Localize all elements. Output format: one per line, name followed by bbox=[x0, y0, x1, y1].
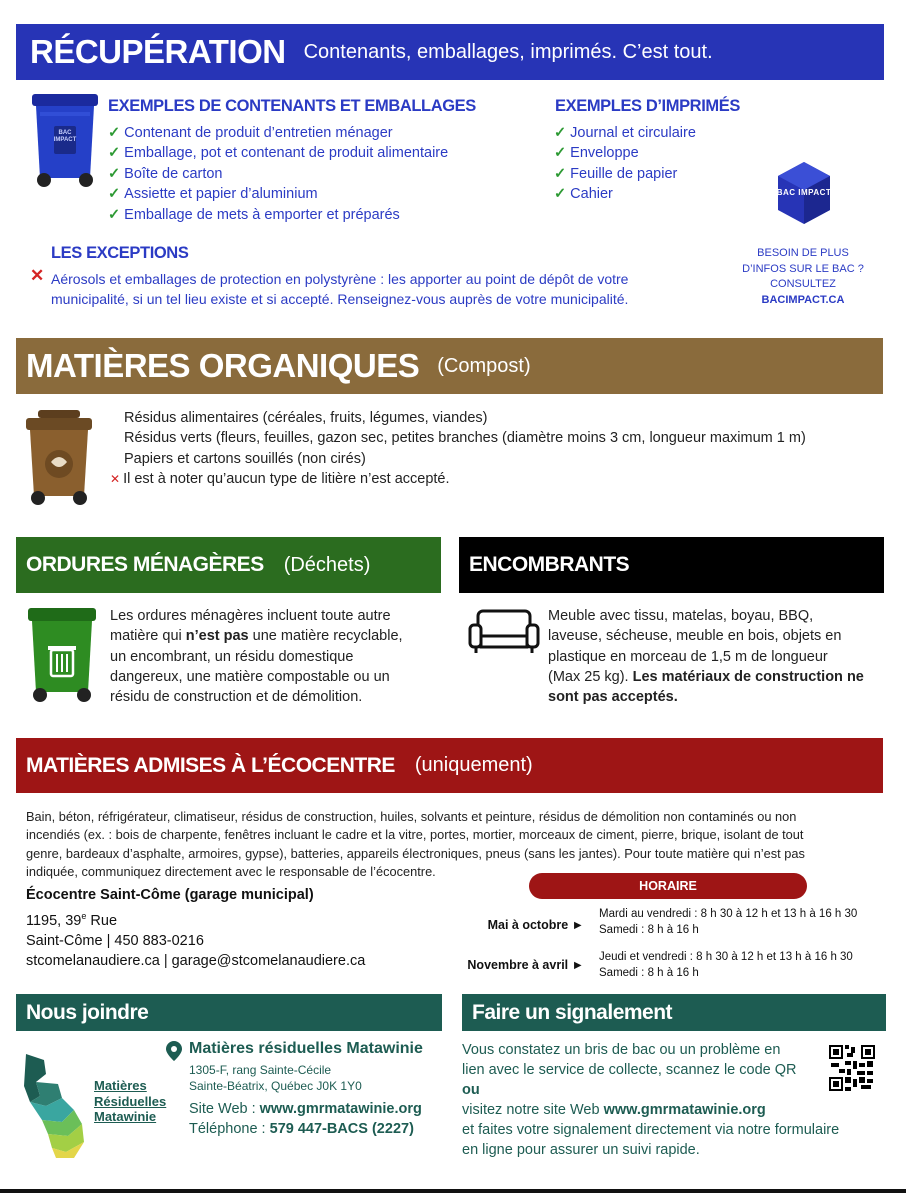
list-item: ✓ Enveloppe bbox=[554, 145, 639, 162]
blue-bin-label: BAC IMPACT bbox=[53, 130, 77, 143]
check-icon: ✓ bbox=[108, 165, 121, 182]
list-item: ✓ Assiette et papier d’aluminium bbox=[108, 186, 318, 203]
info-line: BESOIN DE PLUS bbox=[757, 247, 849, 259]
containers-heading: EXEMPLES DE CONTENANTS ET EMBALLAGES bbox=[108, 97, 476, 115]
org-address: 1305-F, rang Sainte-Cécile Sainte-Béatrix, Québec J0K 1Y0 bbox=[189, 1063, 362, 1093]
list-item: Papiers et cartons souillés (non cirés) bbox=[124, 450, 366, 467]
encombrants-text: Meuble avec tissu, matelas, boyau, BBQ, laveuse, sécheuse, meuble en bois, objets en plastique en morceau de 1,5 m de longueur (Max 25 kg). Les matériaux de construction ne sont pas acceptés. bbox=[548, 608, 864, 706]
ecocentre-name: Écocentre Saint-Côme (garage municipal) bbox=[26, 887, 314, 903]
ordures-title: ORDURES MÉNAGÈRES bbox=[26, 553, 264, 576]
org-phone[interactable]: Téléphone : 579 447-BACS (2227) bbox=[189, 1121, 414, 1137]
list-item: ✓ Boîte de carton bbox=[108, 165, 223, 182]
bacimpact-info bbox=[720, 246, 886, 308]
organiques-header bbox=[16, 338, 883, 394]
bottom-border bbox=[0, 1189, 906, 1193]
schedule-period: Novembre à avril ► bbox=[467, 958, 584, 972]
list-item: ✓ Journal et circulaire bbox=[554, 125, 696, 141]
list-item: ✓ Feuille de papier bbox=[554, 165, 678, 182]
list-item: Résidus verts (fleurs, feuilles, gazon sec, petites branches (diamètre moins 3 cm, longueur maximum 1 m) bbox=[124, 430, 806, 447]
list-item: ✓ Contenant de produit d’entretien ménager bbox=[108, 125, 393, 141]
check-icon: ✓ bbox=[554, 145, 567, 162]
prints-heading: EXEMPLES D’IMPRIMÉS bbox=[555, 97, 740, 115]
organiques-subtitle: (Compost) bbox=[437, 354, 531, 377]
ecocentre-web-email[interactable]: stcomelanaudiere.ca | garage@stcomelanaudiere.ca bbox=[26, 953, 366, 970]
ordures-header bbox=[16, 537, 441, 593]
ecocentre-subtitle: (uniquement) bbox=[414, 754, 533, 776]
list-item: ✓ Cahier bbox=[554, 186, 613, 203]
cross-icon: ✕ bbox=[30, 266, 45, 285]
cross-icon: ✕ bbox=[110, 472, 121, 486]
check-icon: ✓ bbox=[554, 165, 567, 182]
brown-bin-icon bbox=[24, 408, 94, 506]
bacimpact-link[interactable]: BACIMPACT.CA bbox=[761, 293, 845, 306]
green-bin-icon bbox=[26, 606, 98, 704]
check-icon: ✓ bbox=[554, 186, 567, 203]
recuperation-header bbox=[16, 24, 884, 80]
schedule-hours: Mardi au vendredi : 8 h 30 à 12 h et 13 h à 16 h 30 Samedi : 8 h à 16 h bbox=[599, 908, 858, 936]
organiques-title: MATIÈRES ORGANIQUES bbox=[26, 347, 420, 384]
encombrants-header bbox=[459, 537, 884, 593]
check-icon: ✓ bbox=[108, 206, 121, 223]
org-name: Matières résiduelles Matawinie bbox=[189, 1040, 423, 1057]
ecocentre-address: 1195, 39e Rue bbox=[26, 910, 118, 929]
containers-list bbox=[108, 123, 448, 225]
organiques-note: ✕ Il est à noter qu’aucun type de litière n’est accepté. bbox=[110, 471, 450, 487]
schedule-hours: Jeudi et vendredi : 8 h 30 à 12 h et 13 h à 16 h 30 Samedi : 8 h à 16 h bbox=[599, 951, 853, 979]
recuperation-title: RÉCUPÉRATION bbox=[30, 33, 286, 70]
sofa-icon bbox=[468, 608, 540, 654]
contact-header bbox=[16, 994, 442, 1031]
ecocentre-contact bbox=[26, 885, 365, 972]
ecocentre-materials: Bain, béton, réfrigérateur, climatiseur, résidus de construction, huiles, solvants et peinture, résidus de démolition non contaminés ou non incendiés (ex. : bois de charpente, fenêtres incluant le cadre et la vitre, portes, mortier, morceaux de ciment, pierre, brique, isolant de tout genre, bardeaux d’asphalte, armoires, gypse), batteries, appareils électroniques, pneus (sans les jantes). Pour toute matière qui n’est pas indiquée, communiquez directement avec le responsable de l’écocentre. bbox=[26, 809, 805, 880]
ecocentre-header bbox=[16, 738, 883, 793]
org-contact bbox=[189, 1099, 422, 1139]
ordures-text: Les ordures ménagères incluent toute autre matière qui n’est pas une matière recyclable, un encombrant, un résidu domestique dangereux, une matière compostable ou un résidu de construction et de démolition. bbox=[110, 608, 403, 706]
ecocentre-title: MATIÈRES ADMISES À L’ÉCOCENTRE bbox=[26, 753, 395, 777]
list-item: Résidus alimentaires (céréales, fruits, légumes, viandes) bbox=[124, 410, 488, 426]
check-icon: ✓ bbox=[108, 186, 121, 203]
recuperation-subtitle: Contenants, emballages, imprimés. C’est tout. bbox=[303, 40, 713, 63]
horaire-badge: HORAIRE bbox=[529, 873, 807, 899]
signalement-text: Vous constatez un bris de bac ou un problème en lien avec le service de collecte, scannez le code QR ou visitez notre site Web www.gmrmatawinie.org et faites votre signalement directement via notre formulaire en ligne pour assurer un suivi rapide. bbox=[462, 1042, 840, 1158]
prints-list bbox=[554, 123, 696, 205]
ordures-subtitle: (Déchets) bbox=[283, 553, 371, 576]
contact-title: Nous joindre bbox=[26, 1000, 149, 1024]
org-website[interactable]: Site Web : www.gmrmatawinie.org bbox=[189, 1101, 422, 1117]
matawinie-map-logo bbox=[22, 1052, 88, 1160]
check-icon: ✓ bbox=[554, 125, 567, 141]
list-item: ✓ Emballage, pot et contenant de produit alimentaire bbox=[108, 145, 449, 162]
info-line: CONSULTEZ bbox=[770, 278, 836, 290]
organiques-list bbox=[124, 408, 806, 469]
encombrants-title: ENCOMBRANTS bbox=[469, 553, 630, 576]
exceptions-text: Aérosols et emballages de protection en polystyrène : les apporter au point de dépôt de votre municipalité, si un tel lieu existe et si accepté. Renseignez-vous auprès de votre municipalité. bbox=[51, 271, 629, 308]
matawinie-logo-text: Matières Résiduelles Matawinie bbox=[94, 1078, 167, 1124]
location-pin-icon bbox=[166, 1041, 182, 1061]
list-item: ✓ Emballage de mets à emporter et préparés bbox=[108, 206, 400, 223]
qr-code-icon[interactable] bbox=[829, 1045, 875, 1091]
signalement-title: Faire un signalement bbox=[472, 1000, 673, 1024]
schedule-period: Mai à octobre ► bbox=[487, 918, 584, 932]
check-icon: ✓ bbox=[108, 145, 121, 162]
exceptions-heading: LES EXCEPTIONS bbox=[51, 244, 189, 262]
info-line: D’INFOS SUR LE BAC ? bbox=[742, 262, 864, 275]
signalement-website[interactable]: visitez notre site Web www.gmrmatawinie.org bbox=[462, 1102, 766, 1118]
ecocentre-city-phone: Saint-Côme | 450 883-0216 bbox=[26, 932, 204, 949]
check-icon: ✓ bbox=[108, 125, 121, 141]
signalement-header bbox=[462, 994, 886, 1031]
bacimpact-logo-text: BAC IMPACT bbox=[776, 188, 832, 197]
